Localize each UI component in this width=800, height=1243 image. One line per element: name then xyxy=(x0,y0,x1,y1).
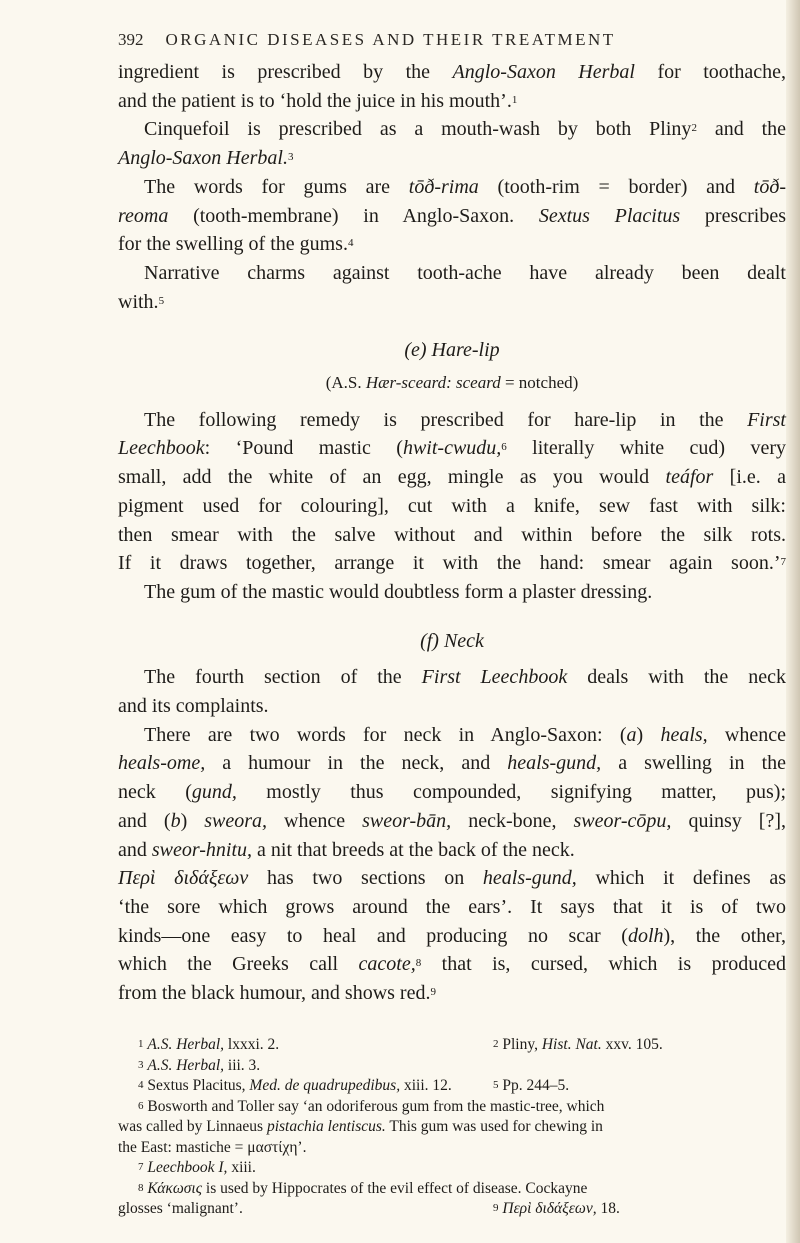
paragraph-line: and (b) sweora, whence sweor-bān, neck-bone, sweor-cōpu, quinsy [?], xyxy=(118,809,786,832)
paragraph-line: small, add the white of an egg, mingle as you would teáfor [i.e. a xyxy=(118,466,786,489)
paragraph-line: then smear with the salve without and within before the silk rots. xyxy=(118,523,786,546)
paragraph-line: reoma (tooth-membrane) in Anglo-Saxon. Sextus Placitus prescribes xyxy=(118,204,786,227)
paragraph-line: ingredient is prescribed by the Anglo-Saxon Herbal for toothache, xyxy=(118,61,786,83)
footnote-ref: 9 xyxy=(430,986,436,999)
section-heading-neck: (f) Neck xyxy=(420,629,484,652)
paragraph-line: for the swelling of the gums.$^4$ xyxy=(118,233,354,256)
paragraph-line: and its complaints. xyxy=(118,695,269,718)
running-header xyxy=(118,30,798,50)
footnote-ref: 1 xyxy=(511,93,518,106)
footnote-line: $^1$ A.S. Herbal, lxxxi. 2. $^2$ Pliny, Hist. Nat. xxv. 105. xyxy=(138,1036,663,1053)
paragraph-line: which the Greeks call cacote,$^8$ that is, cursed, which is produced xyxy=(118,953,786,976)
paragraph-line: kinds—one easy to heal and producing no scar (dolh), the other, xyxy=(118,924,787,947)
paragraph-line: The gum of the mastic would doubtless form a plaster dressing. xyxy=(144,580,653,603)
footnote-line: $^8$ Κάκωσις is used by Hippocrates of the evil effect of disease. Cockayne xyxy=(138,1179,588,1197)
paragraph-line: The words for gums are tōð-rima (tooth-rim = border) and tōð- xyxy=(144,175,786,198)
paragraph-line: There are two words for neck in Anglo-Saxon: (a) heals, whence xyxy=(144,723,786,746)
paragraph-line: Anglo-Saxon Herbal.$^3$ xyxy=(118,147,294,170)
footnote-ref: 8 xyxy=(415,957,422,970)
footnote-ref: 4 xyxy=(347,237,354,250)
footnote-line: the East: mastiche = μαστίχη’. xyxy=(118,1138,307,1156)
paragraph-line: If it draws together, arrange it with the hand: smear again soon.’$^7$ xyxy=(118,552,786,575)
footnote-ref: 3 xyxy=(287,151,294,164)
paragraph-line: Leechbook: ‘Pound mastic (hwit-cwudu,$^6$ literally white cud) very xyxy=(118,437,786,460)
paragraph-line: Περὶ διδάξεων has two sections on heals-gund, which it defines as xyxy=(118,867,786,890)
page-number: 392 xyxy=(118,30,144,49)
paragraph-line: neck (gund, mostly thus compounded, signifying matter, pus); xyxy=(118,781,786,804)
footnotes xyxy=(118,1035,786,1220)
paragraph-line: heals-ome, a humour in the neck, and heals-gund, a swelling in the xyxy=(118,752,787,775)
body-text xyxy=(118,58,786,1008)
paragraph-line: Narrative charms against tooth-ache have already been dealt xyxy=(144,261,786,284)
footnote-line: was called by Linnaeus pistachia lentiscus. This gum was used for chewing in xyxy=(118,1118,603,1135)
paragraph-line: and the patient is to ‘hold the juice in his mouth’.$^1$ xyxy=(118,89,518,112)
footnote-line: glosses ‘malignant’. $^9$ Περὶ διδάξεων, 18. xyxy=(118,1200,620,1217)
running-title: ORGANIC DISEASES AND THEIR TREATMENT xyxy=(165,30,616,49)
paragraph-line: from the black humour, and shows red.$^9$ xyxy=(118,982,436,1005)
paragraph-line: and sweor-hnitu, a nit that breeds at the back of the neck. xyxy=(118,838,575,861)
footnote-line: $^3$ A.S. Herbal, iii. 3. xyxy=(138,1056,261,1074)
footnote-line: $^7$ Leechbook I, xiii. xyxy=(138,1159,256,1176)
paragraph-line: The fourth section of the First Leechbook deals with the neck xyxy=(144,666,787,689)
footnote-line: $^4$ Sextus Placitus, Med. de quadrupedibus, xiii. 12. $^5$ Pp. 244–5. xyxy=(138,1077,570,1094)
footnote-ref: 7 xyxy=(780,556,786,569)
page-edge xyxy=(786,0,800,1243)
footnote-ref: 5 xyxy=(158,294,165,307)
paragraph-line: with.$^5$ xyxy=(118,290,165,313)
paragraph-line: ‘the sore which grows around the ears’. It says that it is of two xyxy=(118,895,786,918)
section-heading-hare-lip: (e) Hare-lip xyxy=(404,339,500,362)
section-subheading: (A.S. Hær-sceard: sceard = notched) xyxy=(325,373,579,393)
paragraph-line: pigment used for colouring], cut with a knife, sew fast with silk: xyxy=(118,494,786,517)
footnote-ref: 6 xyxy=(501,441,507,454)
paragraph-line: The following remedy is prescribed for hare-lip in the First xyxy=(144,408,786,431)
footnote-ref: 2 xyxy=(691,122,697,135)
paragraph-line: Cinquefoil is prescribed as a mouth-wash by both Pliny$^2$ and the xyxy=(144,118,787,141)
footnote-line: $^6$ Bosworth and Toller say ‘an odoriferous gum from the mastic-tree, which xyxy=(138,1097,605,1115)
